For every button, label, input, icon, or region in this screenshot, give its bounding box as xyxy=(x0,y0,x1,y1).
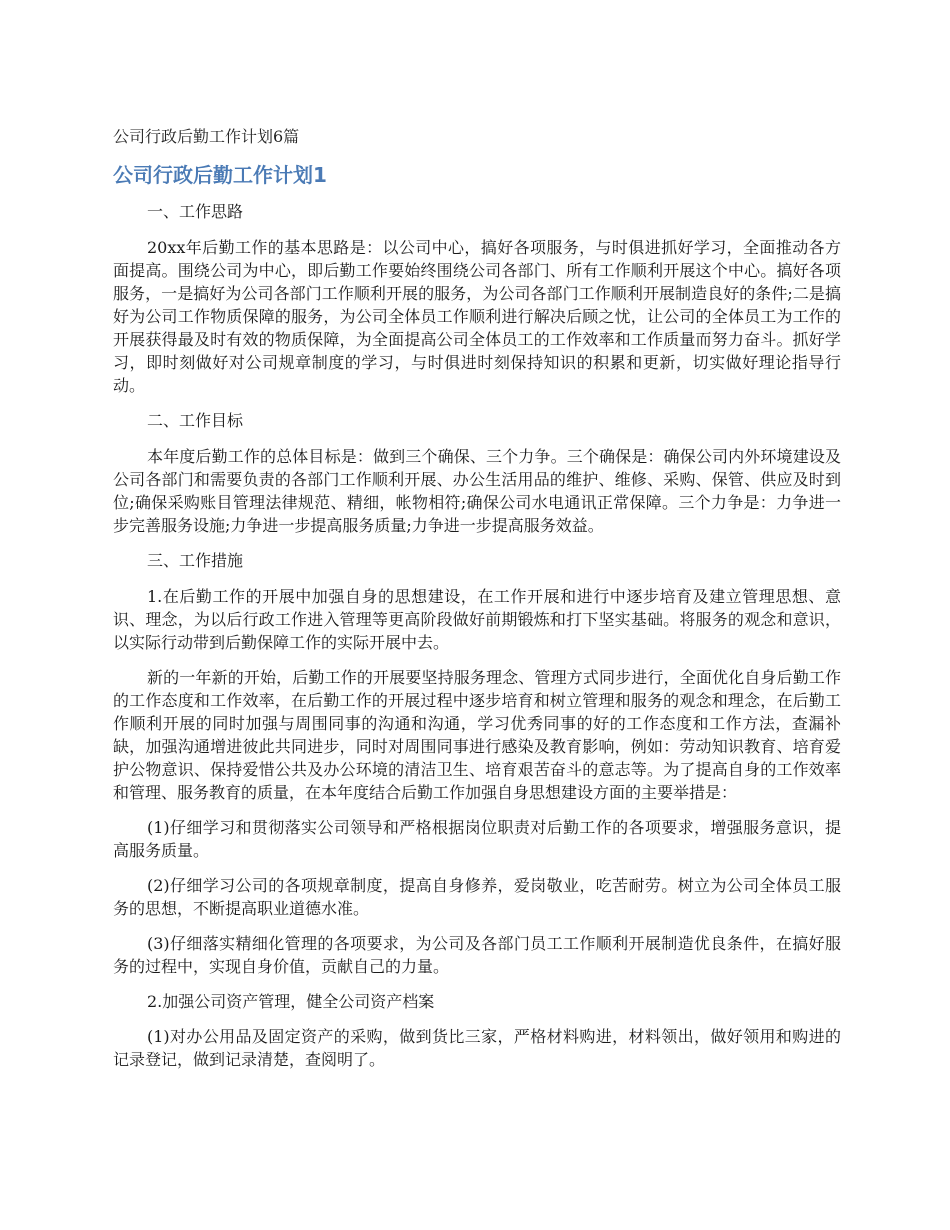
list-item: (1)仔细学习和贯彻落实公司领导和严格根据岗位职责对后勤工作的各项要求，增强服务意识，提高服务质量。 xyxy=(113,818,841,860)
section-title: 公司行政后勤工作计划1 xyxy=(113,163,327,187)
heading-work-goals: 二、工作目标 xyxy=(147,411,244,430)
list-item: (3)仔细落实精细化管理的各项要求，为公司及各部门员工工作顺利开展制造优良条件，在搞好服务的过程中，实现自身价值，贡献自己的力量。 xyxy=(113,934,841,976)
list-item: (2)仔细学习公司的各项规章制度，提高自身修养，爱岗敬业，吃苦耐劳。树立为公司全体员工服务的思想，不断提高职业道德水准。 xyxy=(113,876,841,918)
list-item: (1)对办公用品及固定资产的采购，做到货比三家，严格材料购进，材料领出，做好领用和购进的记录登记，做到记录清楚，查阅明了。 xyxy=(113,1027,841,1069)
paragraph: 本年度后勤工作的总体目标是：做到三个确保、三个力争。三个确保是：确保公司内外环境建设及公司各部门和需要负责的各部门工作顺利开展、办公生活用品的维护、维修、采购、保管、供应及时到位;确保采购账目管理法律规范、精细，帐物相符;确保公司水电通讯正常保障。三个力争是：力争进一步完善服务设施;力争进一步提高服务质量;力争进一步提高服务效益。 xyxy=(113,447,841,535)
subheading-asset-management: 2.加强公司资产管理，健全公司资产档案 xyxy=(147,992,435,1011)
paragraph: 新的一年新的开始，后勤工作的开展要坚持服务理念、管理方式同步进行，全面优化自身后勤工作的工作态度和工作效率，在后勤工作的开展过程中逐步培育和树立管理和服务的观念和理念，在后勤工作顺利开展的同时加强与周围同事的沟通和沟通，学习优秀同事的好的工作态度和工作方法，查漏补缺，加强沟通增进彼此共同进步，同时对周围同事进行感染及教育影响，例如：劳动知识教育、培育爱护公物意识、保持爱惜公共及办公环境的清洁卫生、培育艰苦奋斗的意志等。为了提高自身的工作效率和管理、服务教育的质量，在本年度结合后勤工作加强自身思想建设方面的主要举措是： xyxy=(113,668,841,802)
document-page xyxy=(113,124,841,1083)
paragraph: 20xx年后勤工作的基本思路是：以公司中心，搞好各项服务，与时俱进抓好学习，全面推动各方面提高。围绕公司为中心，即后勤工作要始终围绕公司各部门、所有工作顺利开展这个中心。搞好各项服务，一是搞好为公司各部门工作顺利开展的服务，为公司各部门工作顺利开展制造良好的条件;二是搞好为公司工作物质保障的服务，为公司全体员工作顺利进行解决后顾之忧，让公司的全体员工为工作的开展获得最及时有效的物质保障，为全面提高公司全体员工的工作效率和工作质量而努力奋斗。抓好学习，即时刻做好对公司规章制度的学习，与时俱进时刻保持知识的积累和更新，切实做好理论指导行动。 xyxy=(113,238,841,395)
paragraph: 1.在后勤工作的开展中加强自身的思想建设，在工作开展和进行中逐步培育及建立管理思想、意识、理念，为以后行政工作进入管理等更高阶段做好前期锻炼和打下坚实基础。将服务的观念和意识，以实际行动带到后勤保障工作的实际开展中去。 xyxy=(113,587,841,652)
heading-work-measures: 三、工作措施 xyxy=(147,551,244,570)
heading-work-approach: 一、工作思路 xyxy=(147,202,244,221)
document-title: 公司行政后勤工作计划6篇 xyxy=(113,127,300,146)
